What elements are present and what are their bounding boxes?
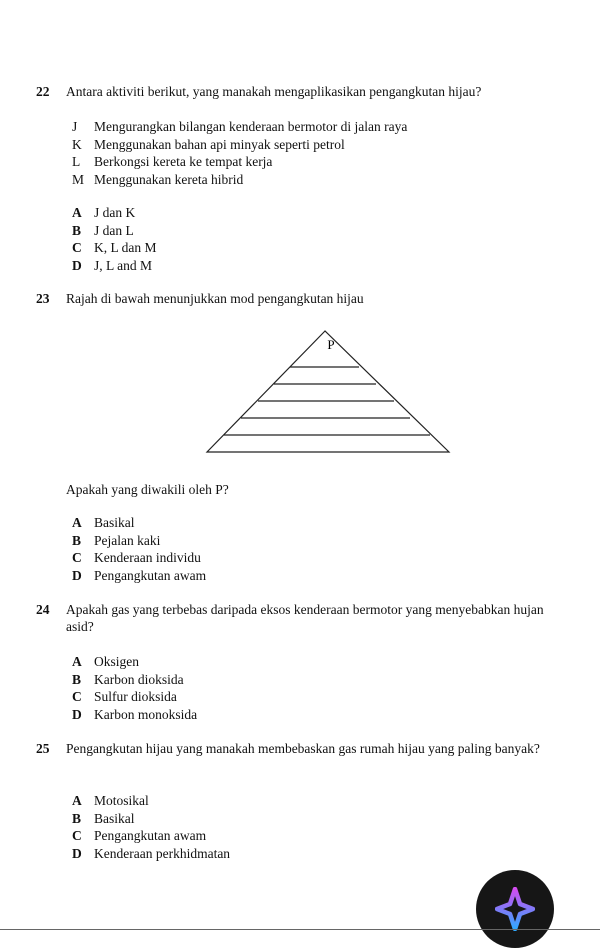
statement-list bbox=[72, 118, 407, 188]
option-a[interactable]: A Oksigen bbox=[72, 654, 139, 669]
answer-options bbox=[72, 204, 157, 274]
sparkle-icon bbox=[495, 887, 535, 931]
statement-item: M Menggunakan kereta hibrid bbox=[72, 171, 244, 187]
option-a[interactable]: A Basikal bbox=[72, 515, 135, 530]
option-b[interactable]: B Karbon dioksida bbox=[72, 671, 184, 687]
option-c[interactable]: C Kenderaan individu bbox=[72, 550, 201, 565]
pyramid-label-p: P bbox=[327, 337, 335, 352]
question-text: Antara aktiviti berikut, yang manakah mengaplikasikan pengangkutan hijau? bbox=[66, 84, 482, 99]
option-c[interactable]: C Sulfur dioksida bbox=[72, 689, 177, 704]
bottom-divider bbox=[0, 929, 600, 930]
question-text: Apakah gas yang terbebas daripada eksos kenderaan bermotor yang menyebabkan hujan asid? bbox=[66, 602, 544, 634]
statement-item: J Mengurangkan bilangan kenderaan bermotor di jalan raya bbox=[72, 119, 408, 134]
question-number: 24 bbox=[36, 602, 50, 617]
option-d[interactable]: D Pengangkutan awam bbox=[72, 567, 207, 583]
option-b[interactable]: B Pejalan kaki bbox=[72, 532, 161, 548]
answer-options bbox=[72, 792, 230, 862]
option-b[interactable]: B J dan L bbox=[72, 222, 134, 238]
question-number: 25 bbox=[36, 741, 50, 756]
option-c[interactable]: C K, L dan M bbox=[72, 240, 157, 255]
question-number: 22 bbox=[36, 84, 50, 99]
option-b[interactable]: B Basikal bbox=[72, 810, 135, 826]
option-d[interactable]: D Karbon monoksida bbox=[72, 706, 198, 722]
question-text: Pengangkutan hijau yang manakah membebaskan gas rumah hijau yang paling banyak? bbox=[66, 741, 540, 756]
statement-item: L Berkongsi kereta ke tempat kerja bbox=[72, 154, 273, 169]
option-a[interactable]: A Motosikal bbox=[72, 793, 149, 808]
option-d[interactable]: D J, L and M bbox=[72, 257, 152, 273]
option-c[interactable]: C Pengangkutan awam bbox=[72, 828, 207, 843]
question-number: 23 bbox=[36, 291, 50, 306]
question-text: Rajah di bawah menunjukkan mod pengangkutan hijau bbox=[66, 291, 364, 306]
option-d[interactable]: D Kenderaan perkhidmatan bbox=[72, 845, 231, 861]
sub-question-text: Apakah yang diwakili oleh P? bbox=[66, 482, 229, 497]
pyramid-diagram bbox=[205, 330, 455, 456]
answer-options bbox=[72, 514, 206, 584]
option-a[interactable]: A J dan K bbox=[72, 205, 136, 220]
statement-item: K Menggunakan bahan api minyak seperti petrol bbox=[72, 136, 345, 152]
answer-options bbox=[72, 653, 197, 723]
ai-assistant-button[interactable] bbox=[476, 870, 554, 948]
